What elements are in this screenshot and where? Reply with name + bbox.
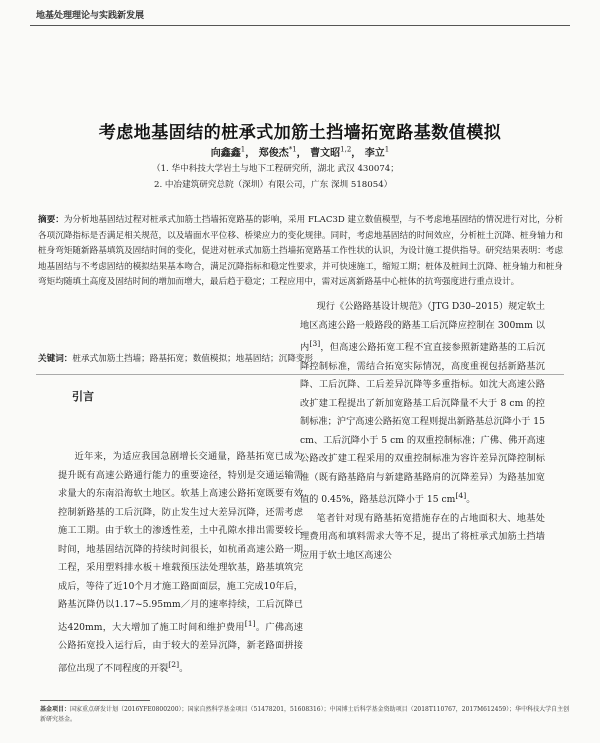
abstract-label: 摘要： [38, 215, 64, 225]
footnote-rule [40, 700, 150, 701]
author-sup: 1 [384, 145, 390, 154]
author-sup: *1 [288, 145, 297, 154]
header-rule [30, 25, 570, 26]
author-name: 向鑫鑫 [210, 148, 241, 159]
body-paragraph [300, 510, 545, 566]
author-line: 向鑫鑫$^1$， 郑俊杰$^{*1}$， 曹文昭$^{1,2}$， 李立$^1$ [210, 145, 390, 159]
author-name: 曹文昭 [310, 148, 341, 159]
citation: [4] [455, 491, 467, 501]
abstract-text: 为分析地基固结过程对桩承式加筋土挡墙拓宽路基的影响，采用 FLAC3D 建立数值模型，与不考虑地基固结的情况进行对比，分析各项沉降指标是否满足相关规范，以及墙面水平位移、桥梁应力的变化规律。同时，考虑地基固结的时间效应，分析桩土沉降、桩身轴力和桩身弯矩随新路基填筑及固结时间的变化，促进对桩承式加筋土挡墙拓宽路基工作性状的认识，为设计施工提供指导。研究结果表明：考虑地基固结与不考虑固结的模拟结果基本吻合，满足沉降指标和稳定性要求，并可快速施工，缩短工期；桩体及桩间土沉降、桩身轴力和桩身弯矩均随填土高度及固结时间的增加而增大，最后趋于稳定；工程应用中，需对远离新路基中心桩体的抗弯强度进行重点设计。 [38, 215, 563, 287]
author-name: 李立 [364, 148, 385, 159]
body-text: 。广佛高速公路拓宽投入运行后，由于较大的差异沉降，新老路面拼接部位出现了不同程度的开裂 [58, 621, 303, 674]
author-sup: 1,2 [340, 145, 352, 154]
left-column [58, 448, 303, 678]
keywords-text: 桩承式加筋土挡墙；路基拓宽；数值模拟；地基固结；沉降变形 [72, 354, 314, 364]
abstract [38, 213, 563, 291]
body-text: 笔者针对现有路基拓宽措施存在的占地面积大、地基处理费用高和填料需求大等不足，提出了将桩承式加筋土挡墙应用于软土地区高速公 [300, 512, 545, 561]
running-header: 地基处理理论与实践新发展 [36, 11, 145, 21]
paper-title: 考虑地基固结的桩承式加筋土挡墙拓宽路基数值模拟 [98, 123, 502, 143]
body-text: 近年来，为适应我国急剧增长交通量，路基拓宽已成为提升既有高速公路通行能力的重要途径，特别是交通运输需求量大的东南沿海软土地区。软基上高速公路拓宽既要有效控制新路基的工后沉降，防止发生过大差异沉降，还需考虑施工工期。由于软土的渗透性差，土中孔隙水排出需要较长时间，地基固结沉降的持续时间很长，如杭甬高速公路一期工程，采用塑料排水板＋堆载预压法处理软基，路基填筑完成后，等待了近10个月才施工路面面层，施工完成10年后，路基沉降仍以1.17~5.95mm／月的速率持续，工后沉降已达420mm，大大增加了施工时间和维护费用 [58, 451, 303, 633]
right-column [300, 298, 545, 565]
affiliation: 2. 中冶建筑研究总院（深圳）有限公司，广东 深圳 518054） [154, 180, 393, 190]
body-text: ，但高速公路拓宽工程不宜直接参照新建路基的工后沉降控制标准，需结合拓宽实际情况，高度重视包括新路基沉降、工后沉降、工后差异沉降等多重指标。如沈大高速公路改扩建工程提出了新加宽路基工后沉降量不大于 8 cm 的控制标准；沪宁高速公路拓宽工程则提出新路基总沉降小于 15 cm、工后沉降小于 5 cm 的双重控制标准；广佛、佛开高速公路改扩建工程采用的双重控制标准为容许差异沉降控制标准（既有路基路肩与新建路基路肩的沉降差异）为路基加宽值的 0.45%，路基总沉降小于 15 cm [300, 342, 546, 506]
footnote-text: 国家重点研发计划（2016YFE0800200）；国家自然科学基金项目（51478201，51608316）；中国博士后科学基金资助项目（2018T110767，2017M612459）；华中科技大学自主创新研究基金。 [40, 706, 570, 723]
citation: [2] [168, 659, 180, 669]
author-name: 郑俊杰 [258, 148, 289, 159]
affiliation: （1. 华中科技大学岩土与地下工程研究所，湖北 武汉 430074； [152, 164, 399, 174]
citation: [3] [309, 339, 321, 348]
footnote [40, 705, 570, 725]
citation: [1] [244, 618, 256, 628]
author-sup: 1 [240, 145, 246, 154]
footnote-label: 基金项目： [40, 706, 71, 713]
keywords-label: 关键词： [38, 354, 73, 364]
body-paragraph: 现行《公路路基设计规范》（JTG D30–2015）规定软土地区高速公路一般路段的路基工后沉降应控制在 300mm 以内[3]，但高速公路拓宽工程不宜直接参照新建路基的工后沉降控制标准，需结合拓宽实际情况，高度重视包括新路基沉降、工后沉降、工后差异沉降等多重指标。如沈大高速公路改扩建工程提出了新加宽路基工后沉降量不大于 8 cm 的控制标准；沪宁高速公路拓宽工程则提出新路基总沉降小于 15 cm、工后沉降小于 5 cm 的双重控制标准；广佛、佛开高速公路改扩建工程采用的双重控制标准为容许差异沉降控制标准（既有路基路肩与新建路基路肩的沉降差异）为路基加宽值的 0.45%，路基总沉降小于 15 cm[4]。 [300, 301, 546, 506]
body-text: 现行《公路路基设计规范》（JTG D30–2015）规定软土地区高速公路一般路段的路基工后沉降应控制在 300mm 以内 [300, 301, 545, 354]
body-paragraph: 近年来，为适应我国急剧增长交通量，路基拓宽已成为提升既有高速公路通行能力的重要途径，特别是交通运输需求量大的东南沿海软土地区。软基上高速公路拓宽既要有效控制新路基的工后沉降，防止发生过大差异沉降，还需考虑施工工期。由于软土的渗透性差，土中孔隙水排出需要较长时间，地基固结沉降的持续时间很长，如杭甬高速公路一期工程，采用塑料排水板＋堆载预压法处理软基，路基填筑完成后，等待了近10个月才施工路面面层，施工完成10年后，路基沉降仍以1.17~5.95mm／月的速率持续，工后沉降已达420mm，大大增加了施工时间和维护费用[1]。广佛高速公路拓宽投入运行后，由于较大的差异沉降，新老路面拼接部位出现了不同程度的开裂[2]。 [58, 451, 303, 674]
section-heading: 引言 [72, 390, 94, 403]
